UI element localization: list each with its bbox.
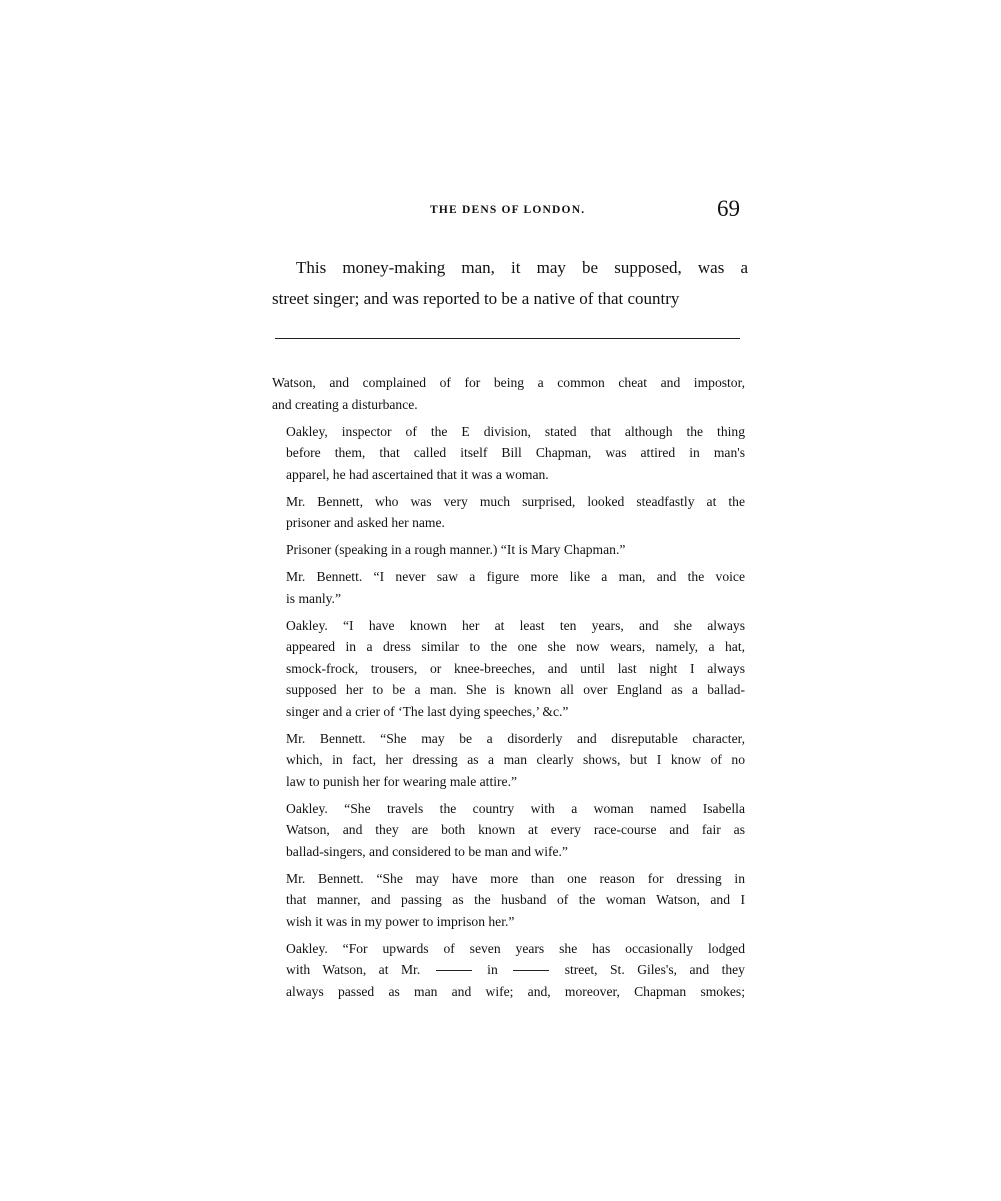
- main-text: [272, 252, 748, 314]
- footnote-paragraph: [272, 615, 745, 723]
- footnote-text: street, St. Giles's, and they: [564, 962, 745, 977]
- omission-dash: [436, 970, 472, 971]
- footnote-paragraph: [272, 938, 745, 1003]
- footnote-line: Prisoner (speaking in a rough manner.) “It is Mary Chapman.”: [286, 542, 626, 557]
- footnote-line: Watson, and complained of for being a common cheat and impostor,: [272, 375, 745, 390]
- footnote-line: appeared in a dress similar to the one she now wears, namely, a hat,: [286, 639, 745, 654]
- main-text-line: This money-making man, it may be supposed, was a: [296, 258, 748, 277]
- footnote-line: which, in fact, her dressing as a man clearly shows, but I know of no: [286, 752, 745, 767]
- running-head: [272, 196, 740, 232]
- footnote-line: and creating a disturbance.: [272, 396, 418, 412]
- footnote-line: prisoner and asked her name.: [286, 515, 445, 530]
- footnote-line: Oakley. “I have known her at least ten years, and she always: [286, 617, 745, 633]
- footnote-line: ballad-singers, and considered to be man and wife.”: [286, 843, 568, 859]
- footnote-line: Mr. Bennett. “I never saw a figure more like a man, and the voice: [286, 569, 745, 584]
- footnote-line: smock-frock, trousers, or knee-breeches, and until last night I always: [286, 660, 745, 676]
- main-text-line: street singer; and was reported to be a native of that country: [272, 289, 680, 308]
- footnote-text: with Watson, at Mr.: [286, 962, 421, 977]
- footnote-line: apparel, he had ascertained that it was a woman.: [286, 466, 549, 482]
- footnote-line: Mr. Bennett, who was very much surprised, looked steadfastly at the: [286, 493, 745, 509]
- omission-dash: [513, 970, 549, 971]
- footnote-paragraph: [272, 868, 745, 933]
- footnote-line: that manner, and passing as the husband of the woman Watson, and I: [286, 892, 745, 907]
- footnote-line: Oakley. “She travels the country with a woman named Isabella: [286, 800, 745, 816]
- footnote-rule: [275, 338, 740, 339]
- footnote-paragraph: [272, 798, 745, 863]
- footnote-line: before them, that called itself Bill Chapman, was attired in man's: [286, 445, 745, 460]
- footnote-line: always passed as man and wife; and, moreover, Chapman smokes;: [286, 983, 745, 999]
- footnote-line: [272, 959, 745, 981]
- footnote-paragraph: [272, 491, 745, 534]
- footnote-paragraph: [272, 728, 745, 793]
- footnote-line: supposed her to be a man. She is known all over England as a ballad-: [286, 682, 745, 697]
- footnote-line: Oakley. “For upwards of seven years she has occasionally lodged: [286, 940, 745, 956]
- footnote-line: Oakley, inspector of the E division, stated that although the thing: [286, 423, 745, 439]
- page-number: 69: [717, 196, 740, 221]
- footnote-paragraph: [272, 539, 745, 561]
- footnote-line: Mr. Bennett. “She may have more than one reason for dressing in: [286, 870, 745, 886]
- footnote-paragraph: [272, 566, 745, 609]
- footnote-line: Mr. Bennett. “She may be a disorderly and disreputable character,: [286, 730, 745, 746]
- footnote-line: singer and a crier of ‘The last dying speeches,’ &c.”: [286, 703, 569, 719]
- footnote-paragraph: [272, 372, 745, 415]
- footnote-text: in: [487, 962, 498, 977]
- footnote-line: is manly.”: [286, 590, 341, 606]
- footnote-line: law to punish her for wearing male attire.”: [286, 773, 518, 789]
- footnote-line: Watson, and they are both known at every race-course and fair as: [286, 822, 745, 837]
- footnote: [272, 372, 745, 1008]
- footnote-paragraph: [272, 421, 745, 486]
- footnote-line: wish it was in my power to imprison her.”: [286, 913, 515, 929]
- running-title: THE DENS OF LONDON.: [430, 204, 586, 216]
